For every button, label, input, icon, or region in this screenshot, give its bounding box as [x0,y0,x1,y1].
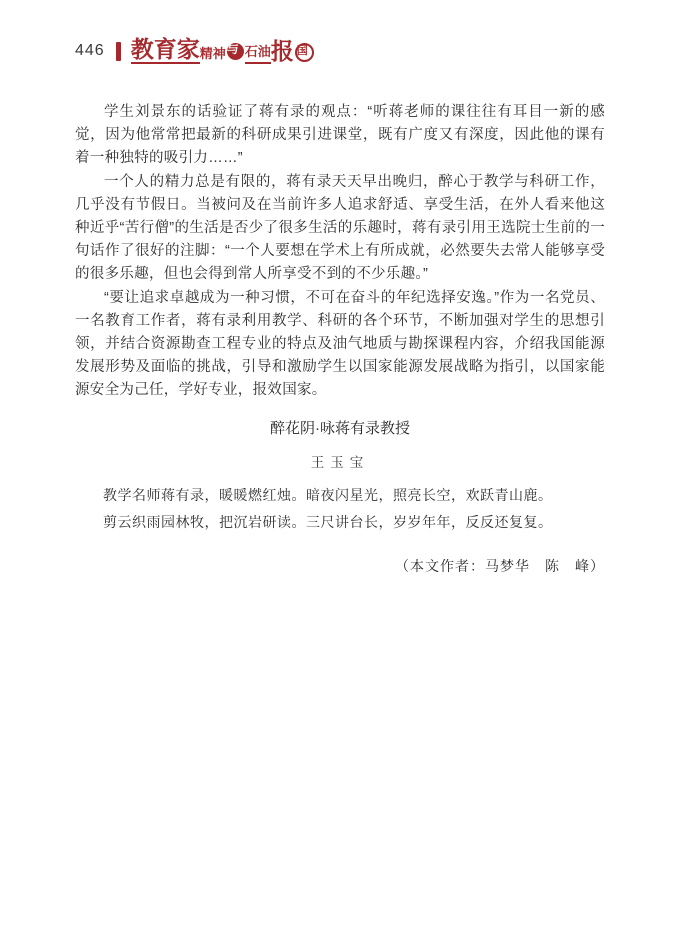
paragraph-pursue-excellence: “要让追求卓越成为一种习惯，不可在奋斗的年纪选择安逸。”作为一名党员、一名教育工作者，蒋有录利用教学、科研的各个环节，不断加强对学生的思想引领，并结合资源勘查工程专业的特点及油气地质与勘探课程内容，介绍我国能源发展形势及面临的挑战，引导和激励学生以国家能源发展战略为指引，以国家能源安全为己任，学好专业，报效国家。 [75,289,605,399]
running-head [75,38,605,64]
paragraph-student-quote: 学生刘景东的话验证了蒋有录的观点：“听蒋老师的课往往有耳目一新的感觉，因为他常常把最新的科研成果引进课堂，既有广度又有深度，因此他的课有着一种独特的吸引力……” [75,104,605,167]
chapter-brand-logo [131,38,314,64]
brand-text-jingshen: 精神 [199,47,226,62]
article-body [75,101,605,576]
poem-line-1: 教学名师蒋有录，暖暖燃红烛。暗夜闪星光，照亮长空，欢跃青山鹿。 [103,488,553,504]
poem-line-2: 剪云织雨园林牧，把沉岩研读。三尺讲台长，岁岁年年，反反还复复。 [103,515,553,531]
brand-divider-bar [116,42,121,61]
brand-text-shiyou: 石油 [245,46,271,64]
paragraph-energy-devotion: 一个人的精力总是有限的，蒋有录天天早出晚归，醉心于教学与科研工作，几乎没有节假日。当被问及在当前许多人追求舒适、享受生活，在外人看来他这种近乎“苦行僧”的生活是否少了很多生活的乐趣时，蒋有录引用王选院士生前的一句话作了很好的注脚：“一个人要想在学术上有所成就，必然要失去常人能够享受的很多乐趣，但也会得到常人所享受不到的不少乐趣。” [75,173,605,283]
brand-text-jiaoyujia: 教育家 [130,36,200,63]
article-attribution: （本文作者：马梦华 陈 峰） [395,559,605,575]
poem-title: 醉花阴·咏蒋有录教授 [270,419,410,437]
brand-guo-circle-stamp: 国 [295,43,314,62]
brand-yu-circle-badge: 与 [227,43,244,60]
brand-text-bao: 报 [270,38,294,65]
poem-author: 王玉宝 [310,454,370,470]
page-number: 446 [75,42,105,59]
